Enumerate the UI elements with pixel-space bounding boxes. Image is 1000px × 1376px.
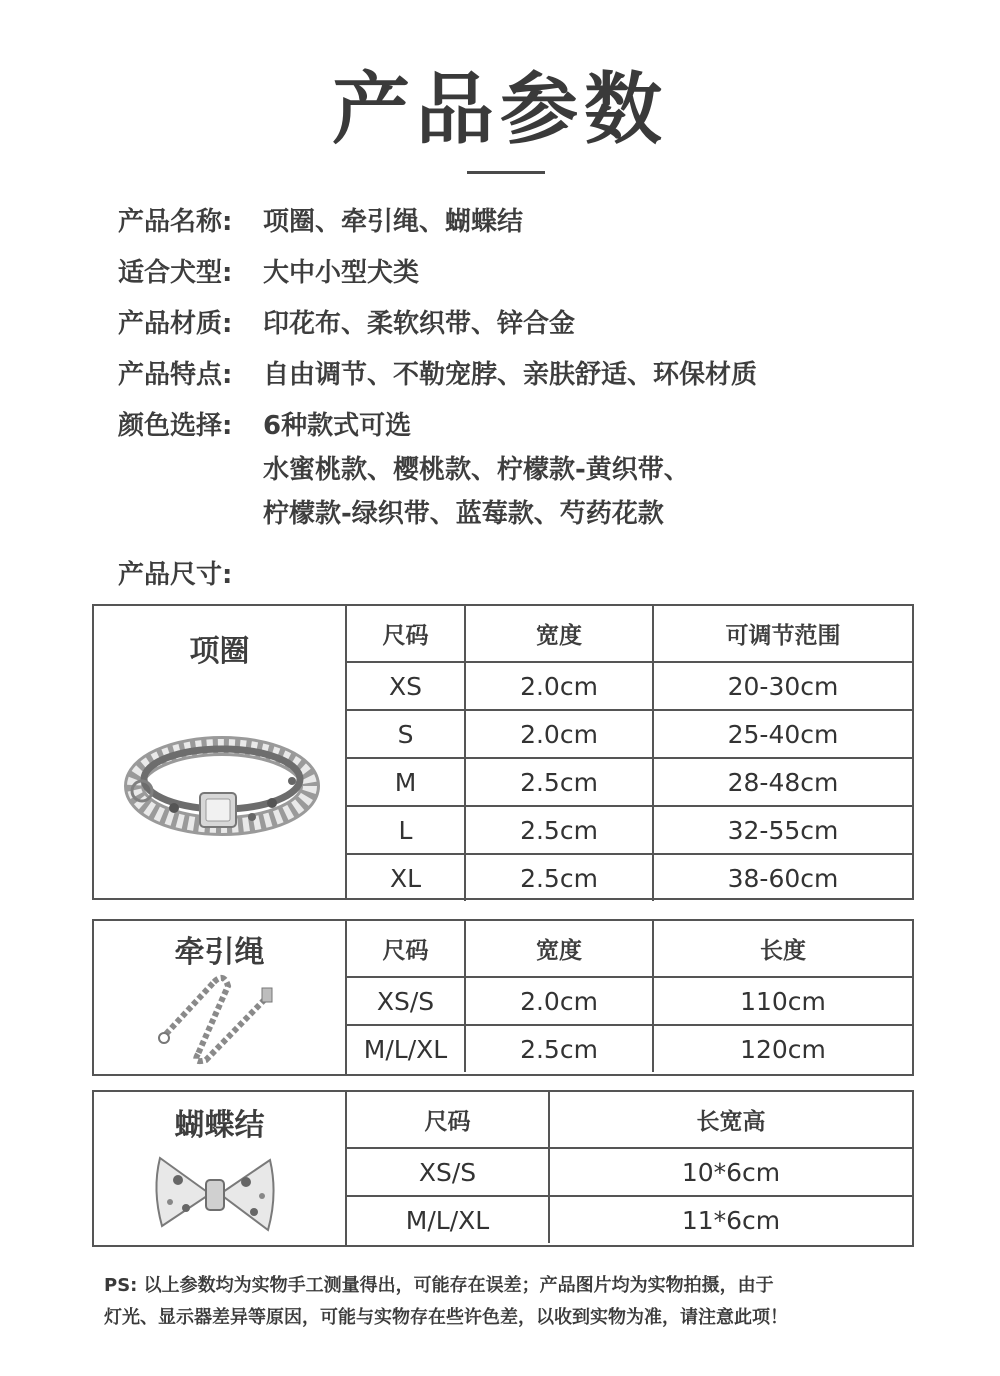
length-cell: 110cm xyxy=(652,978,912,1024)
width-cell: 2.5cm xyxy=(464,855,652,901)
spec-value-line: 柠檬款-绿织带、蓝莓款、芍药花款 xyxy=(263,499,664,529)
title-underline xyxy=(467,171,545,174)
size-cell: XS/S xyxy=(376,986,435,1016)
leash-label-cell xyxy=(94,921,347,1074)
collar-name: 项圈 xyxy=(189,634,250,669)
spec-value xyxy=(263,353,958,397)
spec-key: 颜色选择: xyxy=(118,411,233,441)
range-cell: 20-30cm xyxy=(652,663,912,709)
leash-name: 牵引绳 xyxy=(174,935,265,970)
table-row xyxy=(347,661,912,709)
disclaimer-line: PS: 以上参数均为实物手工测量得出，可能存在误差；产品图片均为实物拍摄，由于 xyxy=(104,1275,774,1296)
spec-value-line: 自由调节、不勒宠脖、亲肤舒适、环保材质 xyxy=(263,360,758,390)
width-cell: 2.5cm xyxy=(464,1026,652,1072)
spec-row-dog-type xyxy=(118,251,958,295)
table-row xyxy=(347,976,912,1024)
spec-key: 产品特点: xyxy=(118,360,233,390)
dimensions-cell: 10*6cm xyxy=(548,1149,912,1195)
spec-key: 产品材质: xyxy=(118,309,233,339)
bowtie-label-cell xyxy=(94,1092,347,1245)
bowtie-grid xyxy=(347,1092,912,1243)
leash-grid xyxy=(347,921,912,1072)
bowtie-name: 蝴蝶结 xyxy=(174,1108,265,1143)
page-title: 产品参数 xyxy=(331,65,668,155)
table-row xyxy=(347,853,912,901)
spec-value xyxy=(263,200,958,244)
table-row xyxy=(347,805,912,853)
size-cell: XL xyxy=(389,863,422,893)
spec-value xyxy=(263,302,958,346)
width-cell: 2.5cm xyxy=(464,807,652,853)
size-cell: M xyxy=(394,767,417,797)
range-cell: 25-40cm xyxy=(652,711,912,757)
dimensions-cell: 11*6cm xyxy=(548,1197,912,1243)
table-row xyxy=(347,709,912,757)
disclaimer-note xyxy=(104,1270,924,1334)
header-cell: 尺码 xyxy=(382,938,429,964)
table-row xyxy=(347,1024,912,1072)
table-header-row xyxy=(347,921,912,976)
bowtie-image xyxy=(150,1150,280,1240)
size-cell: S xyxy=(397,719,414,749)
spec-value-line: 水蜜桃款、樱桃款、柠檬款-黄织带、 xyxy=(263,455,690,485)
spec-row-material xyxy=(118,302,958,346)
table-row xyxy=(347,757,912,805)
spec-row-colors xyxy=(118,404,958,536)
table-header-row xyxy=(347,1092,912,1147)
width-cell: 2.5cm xyxy=(464,759,652,805)
spec-value-line: 项圈、牵引绳、蝴蝶结 xyxy=(263,207,524,237)
bowtie-size-table xyxy=(92,1090,914,1247)
spec-value-line: 6种款式可选 xyxy=(263,411,412,441)
width-cell: 2.0cm xyxy=(464,978,652,1024)
collar-grid xyxy=(347,606,912,901)
table-header-row xyxy=(347,606,912,661)
width-cell: 2.0cm xyxy=(464,711,652,757)
spec-value-line: 大中小型犬类 xyxy=(263,258,420,288)
leash-image xyxy=(152,968,282,1068)
width-cell: 2.0cm xyxy=(464,663,652,709)
spec-list xyxy=(118,200,958,536)
size-cell: M/L/XL xyxy=(405,1205,490,1235)
spec-key: 产品名称: xyxy=(118,207,233,237)
range-cell: 38-60cm xyxy=(652,855,912,901)
leash-size-table xyxy=(92,919,914,1076)
spec-key: 适合犬型: xyxy=(118,258,233,288)
range-cell: 28-48cm xyxy=(652,759,912,805)
size-cell: M/L/XL xyxy=(363,1034,448,1064)
disclaimer-line: 灯光、显示器差异等原因，可能与实物存在些许色差，以收到实物为准，请注意此项！ xyxy=(104,1307,788,1328)
length-cell: 120cm xyxy=(652,1026,912,1072)
header-cell: 可调节范围 xyxy=(652,606,912,661)
spec-value xyxy=(263,404,958,536)
header-cell: 尺码 xyxy=(424,1109,471,1135)
header-cell: 宽度 xyxy=(464,921,652,976)
collar-size-table xyxy=(92,604,914,900)
range-cell: 32-55cm xyxy=(652,807,912,853)
header-cell: 长宽高 xyxy=(548,1092,912,1147)
header-cell: 长度 xyxy=(652,921,912,976)
spec-value xyxy=(263,251,958,295)
size-cell: XS/S xyxy=(418,1157,477,1187)
table-row xyxy=(347,1195,912,1243)
spec-row-product-name xyxy=(118,200,958,244)
collar-image xyxy=(122,731,322,841)
collar-label-cell xyxy=(94,606,347,898)
size-cell: XS xyxy=(389,671,422,701)
spec-value-line: 印花布、柔软织带、锌合金 xyxy=(263,309,576,339)
size-cell: L xyxy=(398,815,413,845)
size-section-title: 产品尺寸: xyxy=(118,560,233,590)
header-cell: 宽度 xyxy=(464,606,652,661)
spec-row-features xyxy=(118,353,958,397)
table-row xyxy=(347,1147,912,1195)
header-cell: 尺码 xyxy=(382,623,429,649)
